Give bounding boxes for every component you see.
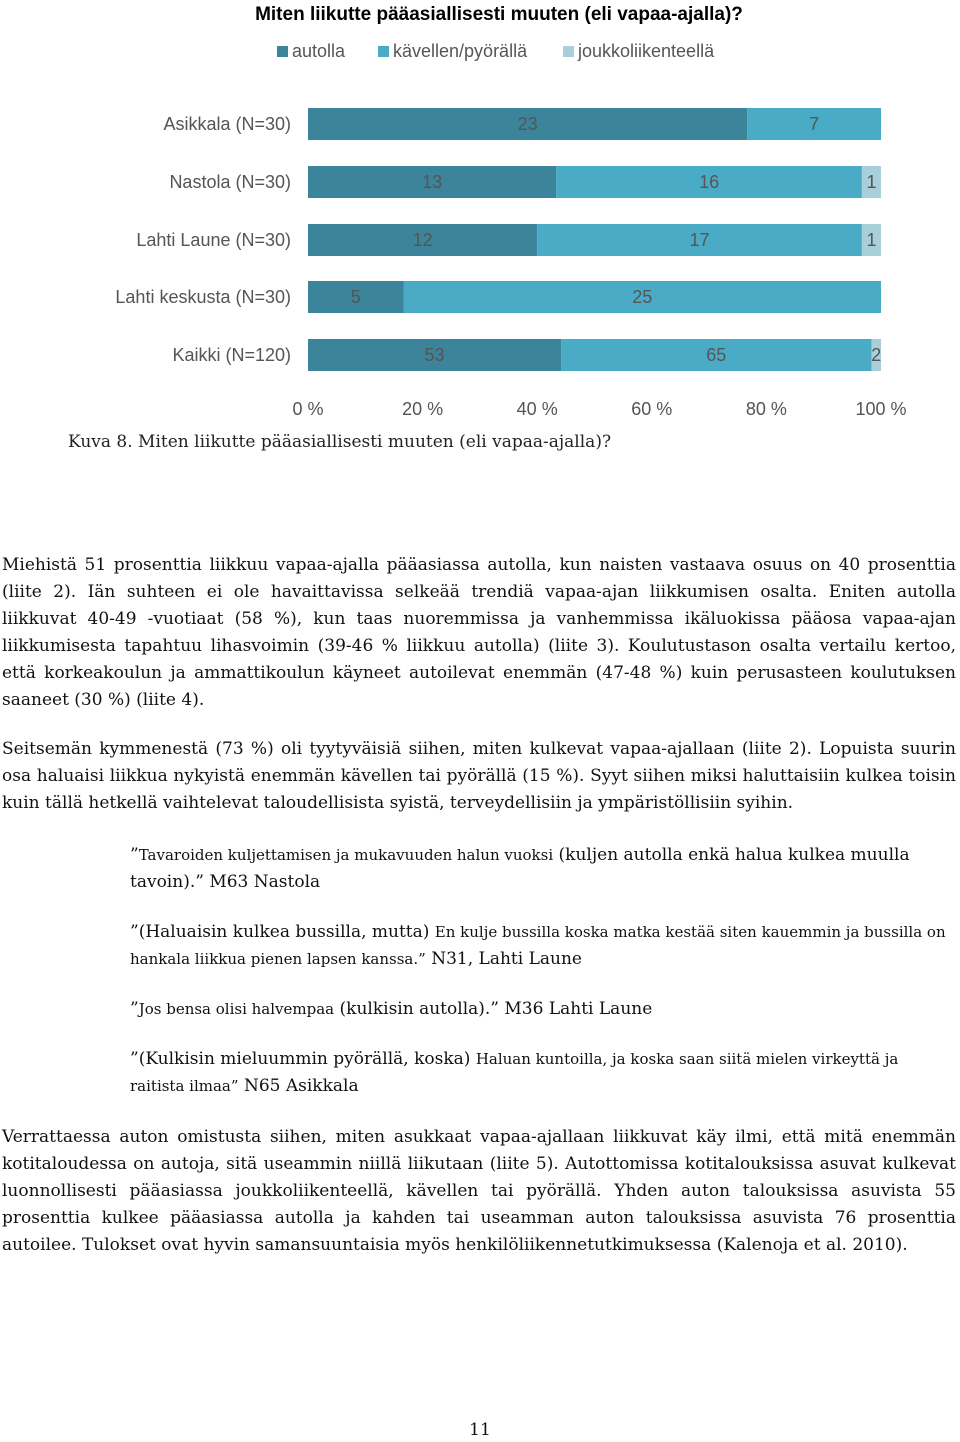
chart — [0, 0, 960, 425]
quote-1-rest: (kuljen autolla enkä halua kulkea muulla tavoin).” — [130, 845, 910, 892]
x-axis-ticks — [292, 399, 906, 419]
x-tick-label: 40 % — [516, 399, 558, 419]
category-label: Lahti keskusta (N=30) — [115, 287, 291, 307]
category-label: Nastola (N=30) — [169, 172, 291, 192]
legend-swatch-1 — [277, 46, 288, 57]
bars — [308, 108, 881, 371]
data-label: 53 — [424, 345, 445, 365]
data-label: 13 — [422, 172, 443, 192]
quote-3 — [130, 996, 956, 1023]
data-label: 17 — [689, 230, 710, 250]
x-tick-label: 80 % — [745, 399, 787, 419]
legend-swatch-3 — [563, 46, 574, 57]
quote-2 — [130, 919, 956, 973]
data-label: 23 — [517, 114, 538, 134]
quote-4-text: Haluan kuntoilla, ja koska saan siitä mielen virkeyttä ja raitista ilmaa” — [130, 1050, 899, 1095]
quote-3-text: Jos bensa olisi halvempaa — [138, 1000, 335, 1018]
quote-1 — [130, 842, 956, 896]
quote-3-open: ” — [130, 999, 139, 1019]
quote-2-open: ” — [130, 922, 139, 942]
figure-caption: Kuva 8. Miten liikutte pääasiallisesti muuten (eli vapaa-ajalla)? — [68, 432, 612, 452]
paragraph-2: Seitsemän kymmenestä (73 %) oli tyytyväisiä siihen, miten kulkevat vapaa-ajallaan (liite 2). Lopuista suurin osa haluaisi liikkua nykyistä enemmän kävellen tai pyörällä (15 %). Syyt siihen miksi haluttaisiin kulkea toisin kuin tällä hetkellä vaihtelevat taloudellisista syistä, terveydellisiin ja ympäristöllisiin syihin. — [2, 739, 956, 813]
quote-2-signature: N31, Lahti Laune — [425, 949, 582, 969]
data-label: 7 — [809, 114, 820, 134]
x-tick-label: 100 % — [855, 399, 907, 419]
legend-label-3: joukkoliikenteellä — [578, 41, 715, 61]
quote-4-lead: (Kulkisin mieluummin pyörällä, koska) — [138, 1049, 476, 1069]
chart-title: Miten liikutte pääasiallisesti muuten (eli vapaa-ajalla)? — [255, 4, 743, 25]
quote-4 — [130, 1046, 956, 1100]
legend-label-1: autolla — [292, 41, 346, 61]
paragraph-1: Miehistä 51 prosenttia liikkuu vapaa-ajalla pääasiassa autolla, kun naisten vastaava osuus on 40 prosenttia (liite 2). Iän suhteen ei ole havaittavissa selkeää trendiä vapaa-ajan liikkumisen osalta. Eniten autolla liikkuvat 40-49 -vuotiaat (58 %), kun taas nuoremmissa ja vanhemmissa ikäluokissa pääosa vapaa-ajan liikkumisesta tapahtuu lihasvoimin (39-46 % liikkuu autolla) (liite 3). Koulutustason osalta vertailu kertoo, että korkeakoulun ja ammattikoulun käyneet autoilevat enemmän (47-48 %) kuin perusasteen koulutuksen saaneet (30 %) (liite 4). — [2, 555, 956, 710]
x-tick-label: 0 % — [292, 399, 324, 419]
quote-3-signature: M36 Lahti Laune — [499, 999, 653, 1019]
chart-legend — [277, 41, 715, 61]
data-label: 65 — [706, 345, 727, 365]
quote-2-text: En kulje bussilla koska matka kestää siten kauemmin ja bussilla on hankala liikkua pienen lapsen kanssa.” — [130, 923, 946, 968]
quote-4-open: ” — [130, 1049, 139, 1069]
data-label: 2 — [871, 345, 882, 365]
data-label: 25 — [632, 287, 653, 307]
quote-1-signature: M63 Nastola — [203, 872, 321, 892]
quote-4-signature: N65 Asikkala — [238, 1076, 359, 1096]
quote-1-text: Tavaroiden kuljettamisen ja mukavuuden halun vuoksi — [138, 846, 554, 864]
data-label: 1 — [866, 172, 877, 192]
paragraph-3: Verrattaessa auton omistusta siihen, miten asukkaat vapaa-ajallaan liikkuvat käy ilmi, että mitä enemmän kotitaloudessa on autoja, sitä useammin niillä liikutaan (liite 5). Autottomissa kotitalouksissa asuvat kulkevat luonnollisesti pääasiassa joukkoliikenteellä, kävellen tai pyörällä. Yhden auton talouksissa asuvista 55 prosenttia kulkee pääasiassa autolla ja kahden tai useamman auton talouksissa asuvista 76 prosenttia autoilee. Tulokset ovat hyvin samansuuntaisia myös henkilöliikennetutkimuksessa (Kalenoja et al. 2010). — [2, 1127, 956, 1255]
quote-3-rest: (kulkisin autolla).” — [334, 999, 499, 1019]
x-tick-label: 60 % — [631, 399, 673, 419]
x-tick-label: 20 % — [402, 399, 444, 419]
category-label: Lahti Laune (N=30) — [136, 230, 291, 250]
category-label: Asikkala (N=30) — [163, 114, 291, 134]
data-label: 16 — [699, 172, 720, 192]
data-label: 1 — [866, 230, 877, 250]
quote-2-lead: (Haluaisin kulkea bussilla, mutta) — [138, 922, 435, 942]
category-label: Kaikki (N=120) — [172, 345, 291, 365]
legend-label-2: kävellen/pyörällä — [393, 41, 528, 61]
data-label: 5 — [350, 287, 361, 307]
legend-swatch-2 — [378, 46, 389, 57]
quote-1-open: ” — [130, 845, 139, 865]
category-labels — [115, 114, 291, 365]
data-label: 12 — [412, 230, 433, 250]
page-number: 11 — [469, 1420, 491, 1440]
